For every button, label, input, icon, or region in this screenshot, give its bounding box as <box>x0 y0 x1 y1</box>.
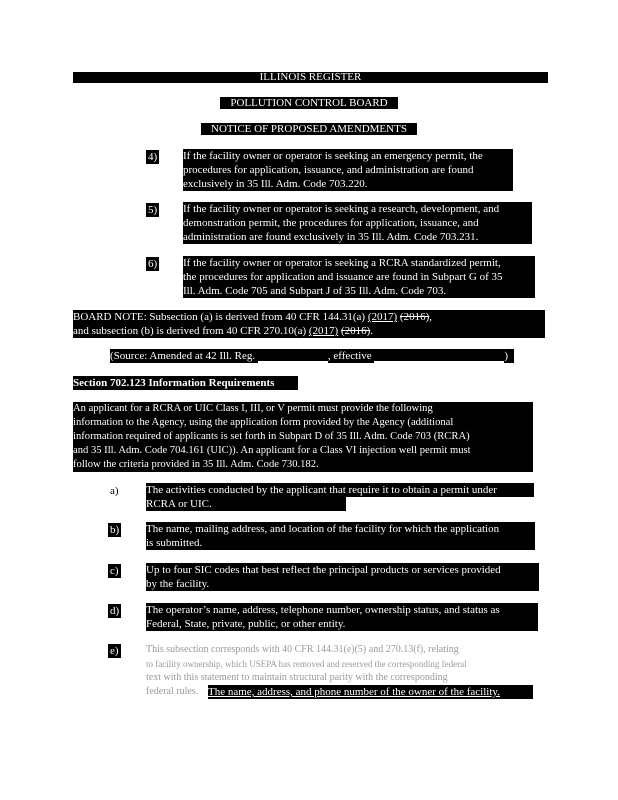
item-a-text-2: RCRA or UIC. <box>146 497 346 511</box>
board-title: POLLUTION CONTROL BOARD <box>220 97 398 109</box>
item-c-label: c) <box>110 565 119 577</box>
item-6-label: 6) <box>148 258 158 270</box>
item-a-text: The activities conducted by the applicant that require it to obtain a permit under <box>146 483 534 497</box>
register-title: ILLINOIS REGISTER <box>259 71 362 83</box>
item-e-deleted-2: to facility ownership, which USEPA has removed and reserved the corresponding federal <box>146 659 467 669</box>
item-4-text: If the facility owner or operator is seeking an emergency permit, the procedures for application, issuance, and administration are found exclusively in 35 Ill. Adm. Code 703.220. <box>183 149 513 191</box>
item-e-deleted-3: text with this statement to maintain structural parity with the corresponding <box>146 672 448 683</box>
board-note: BOARD NOTE: Subsection (a) is derived from 40 CFR 144.31(a) (2017) (2016), and subsection (b) is derived from 40 CFR 270.10(a) (2017) (2016). <box>73 310 545 338</box>
item-d-label: d) <box>110 605 120 617</box>
source-line: (Source: Amended at 42 Ill. Reg. , effective ) <box>110 349 514 363</box>
item-5-text: If the facility owner or operator is seeking a research, development, and demonstration permit, the procedures for application, issuance, and administration are found exclusively in 35 Ill. Adm. Code 703.231. <box>183 202 532 244</box>
item-d-text: The operator’s name, address, telephone number, ownership status, and status as Federal, State, private, public, or other entity. <box>146 603 538 631</box>
intro-paragraph: An applicant for a RCRA or UIC Class I, III, or V permit must provide the following information to the Agency, using the application form provided by the Agency (additional information required of applicants is set forth in Subpart D of 35 Ill. Adm. Code 703 (RCRA) and 35 Ill. Adm. Code 704.161 (UIC)). An applicant for a Class VI injection well permit must follow the criteria provided in 35 Ill. Adm. Code 730.182. <box>73 402 533 472</box>
register-title-bar <box>73 72 548 83</box>
item-e-label: e) <box>110 645 119 657</box>
item-e-text: The name, address, and phone number of the owner of the facility. <box>208 685 533 699</box>
item-5-label: 5) <box>148 204 158 216</box>
item-4-label: 4) <box>148 151 158 163</box>
item-6-text: If the facility owner or operator is seeking a RCRA standardized permit, the procedures for application and issuance are found in Subpart G of 35 Ill. Adm. Code 705 and Subpart J of 35 Ill. Adm. Code 703. <box>183 256 535 298</box>
item-e-deleted-1: This subsection corresponds with 40 CFR 144.31(e)(5) and 270.13(f), relating <box>146 644 459 655</box>
item-a-label: a) <box>110 485 119 497</box>
item-b-label: b) <box>110 524 120 536</box>
section-heading: Section 702.123 Information Requirements <box>73 376 298 390</box>
item-c-text: Up to four SIC codes that best reflect the principal products or services provided by the facility. <box>146 563 539 591</box>
item-b-text: The name, mailing address, and location of the facility for which the application is submitted. <box>146 522 535 550</box>
notice-title: NOTICE OF PROPOSED AMENDMENTS <box>201 123 417 135</box>
item-e-deleted-4: federal rules. <box>146 686 199 697</box>
